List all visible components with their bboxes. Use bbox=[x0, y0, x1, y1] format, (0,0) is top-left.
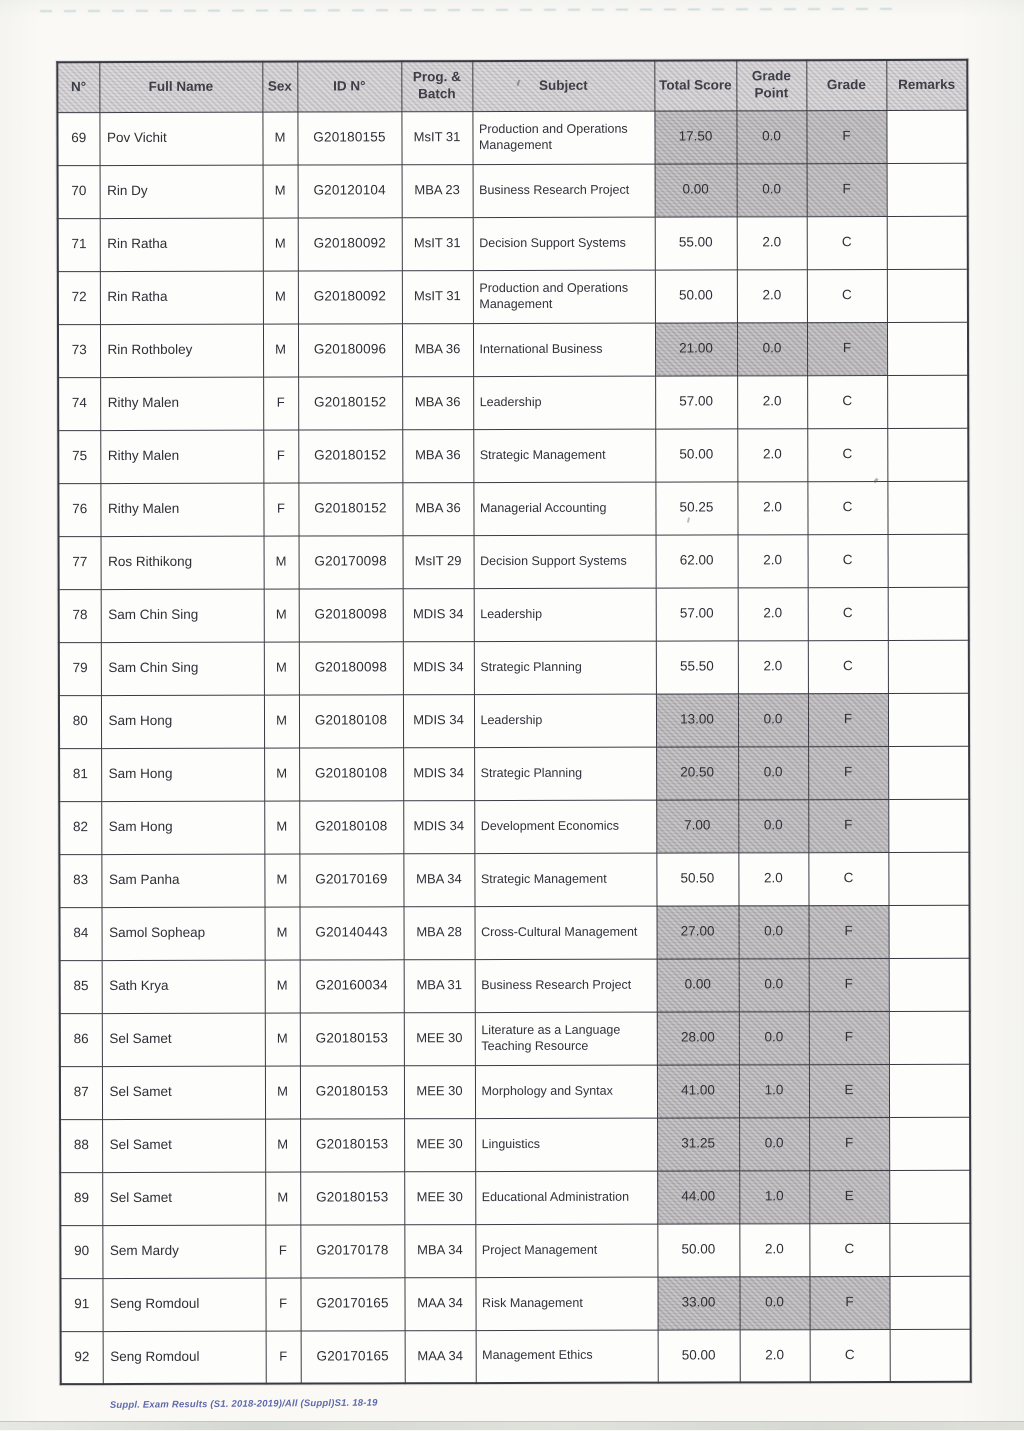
cell-grade-point: 2.0 bbox=[739, 1223, 809, 1276]
column-header-subject: Subject bbox=[472, 61, 654, 111]
cell-prog-batch: MBA 34 bbox=[404, 1224, 475, 1277]
cell-remarks bbox=[889, 1276, 970, 1329]
cell-sex: M bbox=[264, 695, 299, 748]
cell-prog-batch: MBA 31 bbox=[404, 959, 475, 1012]
cell-prog-batch: MDIS 34 bbox=[403, 641, 474, 694]
cell-full-name: Sam Hong bbox=[101, 695, 264, 748]
cell-sex: M bbox=[263, 165, 298, 218]
table-row bbox=[58, 216, 968, 271]
cell-id: G20180098 bbox=[299, 641, 403, 694]
cell-total-score: 33.00 bbox=[657, 1276, 739, 1329]
footer-note: Suppl. Exam Results (S1. 2018-2019)/All (Suppl)S1. 18-19 bbox=[109, 1397, 378, 1411]
cell-id: G20180152 bbox=[298, 429, 402, 482]
cell-subject: Development Economics bbox=[474, 800, 656, 853]
exam-results-table bbox=[56, 59, 971, 1385]
cell-total-score: 17.50 bbox=[654, 110, 736, 163]
cell-total-score: 27.00 bbox=[656, 905, 738, 958]
cell-sex: M bbox=[264, 748, 299, 801]
cell-grade-point: 0.0 bbox=[738, 799, 808, 852]
cell-id: G20180096 bbox=[298, 323, 402, 376]
cell-full-name: Seng Romdoul bbox=[103, 1331, 266, 1384]
cell-full-name: Sath Krya bbox=[102, 960, 265, 1013]
cell-total-score: 55.00 bbox=[655, 216, 737, 269]
cell-number: 75 bbox=[58, 430, 100, 483]
cell-prog-batch: MAA 34 bbox=[404, 1277, 475, 1330]
table-row bbox=[58, 375, 968, 430]
cell-id: G20160034 bbox=[300, 959, 404, 1012]
table-row bbox=[61, 1329, 971, 1384]
cell-prog-batch: MDIS 34 bbox=[403, 588, 474, 641]
cell-remarks bbox=[887, 375, 968, 428]
cell-total-score: 50.00 bbox=[658, 1329, 740, 1382]
cell-subject: Strategic Management bbox=[473, 429, 655, 482]
cell-grade: F bbox=[809, 958, 889, 1011]
column-header-total-score: Total Score bbox=[654, 60, 736, 110]
cell-subject: Leadership bbox=[474, 694, 656, 747]
cell-sex: M bbox=[265, 1172, 300, 1225]
cell-grade: F bbox=[809, 1117, 889, 1170]
column-header-sex: Sex bbox=[262, 62, 297, 112]
cell-subject: Strategic Management bbox=[474, 853, 656, 906]
cell-subject: Educational Administration bbox=[475, 1171, 657, 1224]
cell-number: 90 bbox=[60, 1225, 102, 1278]
cell-grade-point: 2.0 bbox=[737, 375, 807, 428]
cell-grade-point: 2.0 bbox=[737, 428, 807, 481]
table-row bbox=[57, 110, 967, 165]
cell-total-score: 7.00 bbox=[656, 799, 738, 852]
cell-full-name: Samol Sopheap bbox=[102, 907, 265, 960]
cell-number: 87 bbox=[60, 1066, 102, 1119]
cell-grade: F bbox=[808, 799, 888, 852]
cell-subject: Morphology and Syntax bbox=[475, 1065, 657, 1118]
cell-full-name: Sam Chin Sing bbox=[101, 589, 264, 642]
table-row bbox=[58, 163, 968, 218]
cell-grade: F bbox=[808, 746, 888, 799]
cell-full-name: Ros Rithikong bbox=[101, 536, 264, 589]
cell-grade: F bbox=[806, 110, 886, 163]
cell-prog-batch: MBA 36 bbox=[402, 376, 473, 429]
cell-total-score: 62.00 bbox=[656, 534, 738, 587]
cell-total-score: 57.00 bbox=[655, 375, 737, 428]
cell-prog-batch: MAA 34 bbox=[405, 1330, 476, 1383]
table-row bbox=[58, 481, 968, 536]
cell-id: G20180153 bbox=[300, 1012, 404, 1065]
cell-id: G20180153 bbox=[300, 1171, 404, 1224]
cell-prog-batch: MBA 36 bbox=[402, 482, 473, 535]
cell-number: 84 bbox=[60, 907, 102, 960]
cell-full-name: Rin Dy bbox=[100, 165, 263, 218]
cell-total-score: 55.50 bbox=[656, 640, 738, 693]
cell-remarks bbox=[887, 216, 968, 269]
column-header-grade-point: Grade Point bbox=[736, 60, 806, 110]
cell-full-name: Sel Samet bbox=[102, 1119, 265, 1172]
cell-remarks bbox=[889, 1223, 970, 1276]
cell-remarks bbox=[888, 587, 969, 640]
table-row bbox=[60, 1117, 970, 1172]
cell-number: 82 bbox=[59, 801, 101, 854]
cell-grade: F bbox=[807, 322, 887, 375]
cell-full-name: Rithy Malen bbox=[100, 430, 263, 483]
cell-grade-point: 0.0 bbox=[739, 1276, 809, 1329]
cell-remarks bbox=[887, 322, 968, 375]
cell-number: 74 bbox=[58, 377, 100, 430]
header-row bbox=[57, 60, 967, 112]
cell-sex: M bbox=[264, 801, 299, 854]
cell-remarks bbox=[888, 693, 969, 746]
cell-id: G20180108 bbox=[299, 800, 403, 853]
cell-sex: M bbox=[265, 960, 300, 1013]
cell-number: 73 bbox=[58, 324, 100, 377]
table-row bbox=[60, 905, 970, 960]
cell-sex: F bbox=[263, 430, 298, 483]
column-header-full-name: Full Name bbox=[99, 62, 262, 112]
cell-remarks bbox=[887, 428, 968, 481]
cell-subject: Business Research Project bbox=[473, 164, 655, 217]
cell-sex: F bbox=[263, 483, 298, 536]
cell-grade: C bbox=[807, 481, 887, 534]
cell-sex: F bbox=[266, 1331, 301, 1384]
cell-number: 85 bbox=[60, 960, 102, 1013]
table-row bbox=[59, 587, 969, 642]
table-row bbox=[59, 799, 969, 854]
cell-prog-batch: MDIS 34 bbox=[403, 747, 474, 800]
table-row bbox=[58, 269, 968, 324]
cell-total-score: 50.25 bbox=[655, 481, 737, 534]
cell-grade: C bbox=[807, 428, 887, 481]
cell-prog-batch: MBA 34 bbox=[403, 853, 474, 906]
cell-total-score: 41.00 bbox=[657, 1064, 739, 1117]
cell-grade-point: 2.0 bbox=[737, 481, 807, 534]
cell-id: G20180152 bbox=[298, 376, 402, 429]
cell-prog-batch: MBA 28 bbox=[404, 906, 475, 959]
cell-remarks bbox=[887, 269, 968, 322]
cell-full-name: Sel Samet bbox=[102, 1013, 265, 1066]
cell-subject: Business Research Project bbox=[475, 959, 657, 1012]
cell-sex: M bbox=[265, 907, 300, 960]
cell-number: 83 bbox=[59, 854, 101, 907]
scan-artifact bbox=[0, 1421, 1024, 1430]
cell-number: 89 bbox=[60, 1172, 102, 1225]
cell-total-score: 0.00 bbox=[657, 958, 739, 1011]
column-header-prog-batch: Prog. & Batch bbox=[401, 61, 472, 111]
cell-sex: F bbox=[263, 377, 298, 430]
cell-subject: Leadership bbox=[474, 588, 656, 641]
cell-subject: Cross-Cultural Management bbox=[475, 906, 657, 959]
cell-full-name: Rin Ratha bbox=[100, 218, 263, 271]
cell-number: 91 bbox=[60, 1278, 102, 1331]
results-table-body bbox=[57, 110, 970, 1384]
cell-subject: Managerial Accounting bbox=[473, 482, 655, 535]
cell-full-name: Sam Chin Sing bbox=[101, 642, 264, 695]
cell-number: 81 bbox=[59, 748, 101, 801]
cell-remarks bbox=[888, 640, 969, 693]
cell-grade-point: 0.0 bbox=[738, 905, 808, 958]
cell-grade-point: 2.0 bbox=[738, 534, 808, 587]
cell-remarks bbox=[886, 110, 967, 163]
table-header bbox=[57, 60, 967, 112]
table-row bbox=[59, 640, 969, 695]
table-row bbox=[60, 958, 970, 1013]
cell-remarks bbox=[888, 852, 969, 905]
cell-id: G20180098 bbox=[299, 588, 403, 641]
cell-grade: F bbox=[808, 905, 888, 958]
table-row bbox=[59, 693, 969, 748]
cell-subject: Leadership bbox=[473, 376, 655, 429]
cell-full-name: Sel Samet bbox=[102, 1172, 265, 1225]
cell-grade-point: 2.0 bbox=[738, 587, 808, 640]
cell-full-name: Sel Samet bbox=[102, 1066, 265, 1119]
cell-remarks bbox=[888, 534, 969, 587]
cell-remarks bbox=[890, 1329, 971, 1382]
table-row bbox=[60, 1276, 970, 1331]
cell-total-score: 50.50 bbox=[656, 852, 738, 905]
cell-id: G20180153 bbox=[300, 1118, 404, 1171]
table-row bbox=[60, 1011, 970, 1066]
table-row bbox=[58, 428, 968, 483]
cell-full-name: Sem Mardy bbox=[102, 1225, 265, 1278]
cell-total-score: 31.25 bbox=[657, 1117, 739, 1170]
cell-grade-point: 0.0 bbox=[739, 958, 809, 1011]
cell-remarks bbox=[888, 746, 969, 799]
table-row bbox=[59, 852, 969, 907]
table-row bbox=[60, 1223, 970, 1278]
cell-grade-point: 0.0 bbox=[736, 110, 806, 163]
cell-prog-batch: MDIS 34 bbox=[403, 694, 474, 747]
cell-subject: Management Ethics bbox=[476, 1330, 658, 1383]
cell-prog-batch: MEE 30 bbox=[404, 1012, 475, 1065]
cell-grade-point: 2.0 bbox=[738, 640, 808, 693]
cell-id: G20170098 bbox=[299, 535, 403, 588]
column-header-grade: Grade bbox=[806, 60, 886, 110]
cell-full-name: Rithy Malen bbox=[100, 377, 263, 430]
cell-sex: M bbox=[264, 642, 299, 695]
cell-grade-point: 2.0 bbox=[738, 852, 808, 905]
cell-id: G20140443 bbox=[300, 906, 404, 959]
cell-id: G20170165 bbox=[300, 1277, 404, 1330]
cell-id: G20180108 bbox=[299, 694, 403, 747]
cell-number: 69 bbox=[57, 112, 99, 165]
cell-remarks bbox=[889, 1170, 970, 1223]
cell-grade: C bbox=[809, 1223, 889, 1276]
cell-number: 80 bbox=[59, 695, 101, 748]
cell-id: G20180152 bbox=[298, 482, 402, 535]
table-row bbox=[59, 746, 969, 801]
cell-id: G20170169 bbox=[299, 853, 403, 906]
cell-grade-point: 0.0 bbox=[739, 1011, 809, 1064]
cell-prog-batch: MDIS 34 bbox=[403, 800, 474, 853]
cell-grade-point: 2.0 bbox=[740, 1329, 810, 1382]
cell-remarks bbox=[888, 905, 969, 958]
cell-id: G20180092 bbox=[298, 270, 402, 323]
cell-remarks bbox=[889, 958, 970, 1011]
cell-grade: C bbox=[808, 587, 888, 640]
cell-full-name: Sam Hong bbox=[101, 801, 264, 854]
cell-number: 86 bbox=[60, 1013, 102, 1066]
cell-grade: F bbox=[808, 693, 888, 746]
cell-grade-point: 1.0 bbox=[739, 1064, 809, 1117]
table-row bbox=[58, 322, 968, 377]
cell-total-score: 50.00 bbox=[657, 1223, 739, 1276]
cell-subject: Literature as a Language Teaching Resource bbox=[475, 1012, 657, 1065]
cell-number: 79 bbox=[59, 642, 101, 695]
cell-number: 70 bbox=[58, 165, 100, 218]
column-header-remarks: Remarks bbox=[886, 60, 967, 110]
cell-grade: F bbox=[809, 1276, 889, 1329]
cell-sex: M bbox=[264, 536, 299, 589]
cell-full-name: Rithy Malen bbox=[100, 483, 263, 536]
cell-prog-batch: MEE 30 bbox=[404, 1065, 475, 1118]
cell-grade: C bbox=[810, 1329, 890, 1382]
cell-total-score: 50.00 bbox=[655, 269, 737, 322]
cell-prog-batch: MsIT 31 bbox=[401, 111, 472, 164]
cell-total-score: 21.00 bbox=[655, 322, 737, 375]
table-row bbox=[60, 1064, 970, 1119]
cell-grade-point: 0.0 bbox=[738, 693, 808, 746]
table-row bbox=[59, 534, 969, 589]
cell-full-name: Rin Rothboley bbox=[100, 324, 263, 377]
cell-grade: C bbox=[807, 216, 887, 269]
cell-full-name: Seng Romdoul bbox=[102, 1278, 265, 1331]
cell-sex: M bbox=[265, 1119, 300, 1172]
cell-sex: M bbox=[265, 1013, 300, 1066]
cell-grade: C bbox=[807, 375, 887, 428]
cell-subject: Decision Support Systems bbox=[474, 535, 656, 588]
cell-grade: E bbox=[809, 1064, 889, 1117]
cell-sex: M bbox=[263, 218, 298, 271]
cell-full-name: Sam Hong bbox=[101, 748, 264, 801]
cell-id: G20180153 bbox=[300, 1065, 404, 1118]
cell-grade-point: 2.0 bbox=[737, 269, 807, 322]
cell-remarks bbox=[888, 799, 969, 852]
cell-id: G20170178 bbox=[300, 1224, 404, 1277]
cell-grade-point: 2.0 bbox=[737, 216, 807, 269]
cell-total-score: 0.00 bbox=[655, 163, 737, 216]
cell-number: 78 bbox=[59, 589, 101, 642]
cell-sex: M bbox=[265, 1066, 300, 1119]
cell-subject: Strategic Planning bbox=[474, 641, 656, 694]
cell-sex: M bbox=[263, 324, 298, 377]
cell-prog-batch: MsIT 29 bbox=[403, 535, 474, 588]
cell-grade: C bbox=[808, 640, 888, 693]
cell-number: 77 bbox=[59, 536, 101, 589]
cell-subject: Linguistics bbox=[475, 1118, 657, 1171]
cell-subject: Strategic Planning bbox=[474, 747, 656, 800]
cell-total-score: 50.00 bbox=[655, 428, 737, 481]
cell-number: 88 bbox=[60, 1119, 102, 1172]
cell-sex: F bbox=[265, 1278, 300, 1331]
cell-prog-batch: MsIT 31 bbox=[402, 217, 473, 270]
cell-full-name: Rin Ratha bbox=[100, 271, 263, 324]
cell-grade: C bbox=[808, 534, 888, 587]
cell-remarks bbox=[889, 1011, 970, 1064]
cell-grade-point: 0.0 bbox=[737, 322, 807, 375]
cell-id: G20180108 bbox=[299, 747, 403, 800]
cell-remarks bbox=[889, 1064, 970, 1117]
cell-total-score: 28.00 bbox=[657, 1011, 739, 1064]
cell-sex: M bbox=[263, 271, 298, 324]
cell-prog-batch: MEE 30 bbox=[404, 1171, 475, 1224]
cell-total-score: 20.50 bbox=[656, 746, 738, 799]
cell-grade: F bbox=[809, 1011, 889, 1064]
cell-sex: M bbox=[264, 589, 299, 642]
cell-subject: Project Management bbox=[475, 1224, 657, 1277]
cell-total-score: 44.00 bbox=[657, 1170, 739, 1223]
cell-number: 71 bbox=[58, 218, 100, 271]
cell-number: 92 bbox=[61, 1331, 103, 1384]
table-row bbox=[60, 1170, 970, 1225]
cell-grade: E bbox=[809, 1170, 889, 1223]
cell-total-score: 57.00 bbox=[656, 587, 738, 640]
cell-sex: M bbox=[264, 854, 299, 907]
cell-grade: C bbox=[807, 269, 887, 322]
cell-prog-batch: MBA 36 bbox=[402, 429, 473, 482]
cell-prog-batch: MBA 36 bbox=[402, 323, 473, 376]
cell-remarks bbox=[887, 481, 968, 534]
cell-grade-point: 0.0 bbox=[738, 746, 808, 799]
cell-grade-point: 0.0 bbox=[737, 163, 807, 216]
cell-full-name: Pov Vichit bbox=[99, 112, 262, 165]
cell-subject: Risk Management bbox=[475, 1277, 657, 1330]
cell-grade-point: 0.0 bbox=[739, 1117, 809, 1170]
cell-grade-point: 1.0 bbox=[739, 1170, 809, 1223]
cell-subject: Decision Support Systems bbox=[473, 217, 655, 270]
cell-full-name: Sam Panha bbox=[101, 854, 264, 907]
cell-prog-batch: MsIT 31 bbox=[402, 270, 473, 323]
cell-number: 72 bbox=[58, 271, 100, 324]
cell-sex: F bbox=[265, 1225, 300, 1278]
cell-total-score: 13.00 bbox=[656, 693, 738, 746]
cell-id: G20180155 bbox=[297, 111, 401, 164]
cell-id: G20170165 bbox=[301, 1330, 405, 1383]
cell-id: G20180092 bbox=[298, 217, 402, 270]
cell-subject: Production and Operations Management bbox=[472, 111, 654, 164]
cell-subject: Production and Operations Management bbox=[473, 270, 655, 323]
cell-remarks bbox=[889, 1117, 970, 1170]
column-header-number: N° bbox=[57, 62, 99, 112]
column-header-id: ID N° bbox=[297, 61, 401, 111]
cell-id: G20120104 bbox=[298, 164, 402, 217]
cell-grade: C bbox=[808, 852, 888, 905]
cell-subject: International Business bbox=[473, 323, 655, 376]
cell-grade: F bbox=[807, 163, 887, 216]
cell-prog-batch: MBA 23 bbox=[402, 164, 473, 217]
cell-number: 76 bbox=[58, 483, 100, 536]
cell-remarks bbox=[887, 163, 968, 216]
cell-prog-batch: MEE 30 bbox=[404, 1118, 475, 1171]
cell-sex: M bbox=[262, 112, 297, 165]
